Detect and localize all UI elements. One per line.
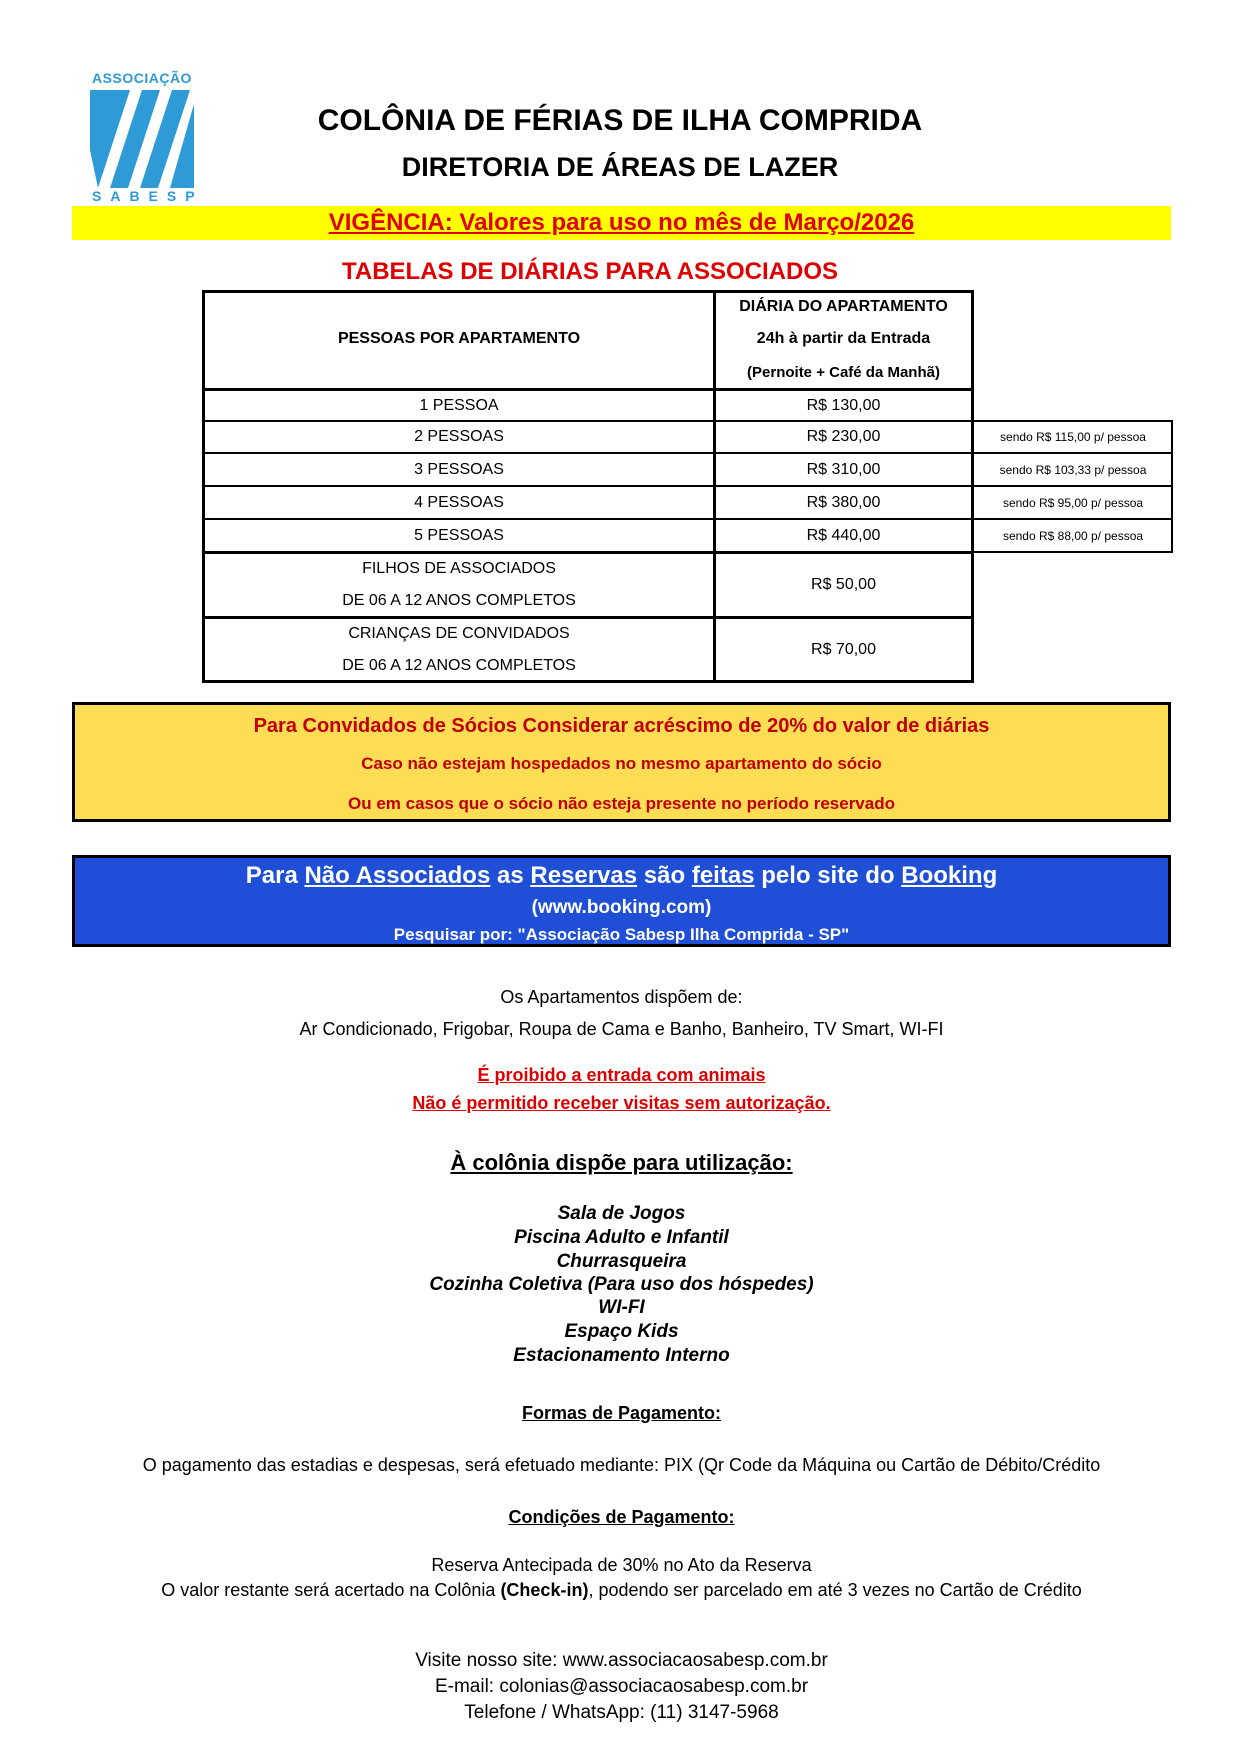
per-person-note: sendo R$ 115,00 p/ pessoa xyxy=(1000,430,1146,444)
rates-table-title: TABELAS DE DIÁRIAS PARA ASSOCIADOS xyxy=(341,258,839,285)
table-header-people: PESSOAS POR APARTAMENTO xyxy=(337,330,581,347)
page-subtitle: DIRETORIA DE ÁREAS DE LAZER xyxy=(401,152,839,182)
guest-children-row-value: R$ 70,00 xyxy=(811,641,876,658)
table-row-value: R$ 440,00 xyxy=(806,526,881,544)
logo-bottom-text: SABESP xyxy=(92,188,204,204)
amenity-item: Sala de Jogos xyxy=(557,1203,686,1224)
children-row-line2: DE 06 A 12 ANOS COMPLETOS xyxy=(342,592,576,609)
children-row-value: R$ 50,00 xyxy=(811,576,876,593)
per-person-note: sendo R$ 95,00 p/ pessoa xyxy=(1002,496,1144,510)
booking-word: Para xyxy=(245,862,298,889)
table-row-value: R$ 230,00 xyxy=(806,428,881,445)
conditions-checkin: (Check-in) xyxy=(500,1580,589,1600)
notes-divider xyxy=(973,452,1173,454)
table-header-daily-line1: DIÁRIA DO APARTAMENTO xyxy=(739,298,948,315)
vigencia-text: VIGÊNCIA: Valores para uso no mês de Março/2026 xyxy=(328,209,915,236)
contact-site[interactable]: Visite nosso site: www.associacaosabesp.com.br xyxy=(415,1650,828,1671)
amenity-item: Estacionamento Interno xyxy=(513,1345,730,1366)
rule-no-visits: Não é permitido receber visitas sem autorização. xyxy=(412,1093,831,1113)
booking-link[interactable]: Booking xyxy=(901,862,998,889)
booking-search: Pesquisar por: "Associação Sabesp Ilha Comprida - SP" xyxy=(393,925,850,944)
booking-non-members: Não Associados xyxy=(304,862,491,889)
table-row-value: R$ 380,00 xyxy=(806,493,881,511)
apartments-intro: Os Apartamentos dispõem de: xyxy=(500,987,743,1007)
notes-divider xyxy=(973,485,1173,487)
table-row-label: 2 PESSOAS xyxy=(414,428,504,445)
amenity-item: Espaço Kids xyxy=(564,1321,679,1342)
table-row-value: R$ 130,00 xyxy=(806,397,881,414)
payment-conditions-line1: Reserva Antecipada de 30% no Ato da Reserva xyxy=(431,1555,812,1575)
logo-top-text: ASSOCIAÇÃO xyxy=(92,70,192,86)
amenity-item: Churrasqueira xyxy=(556,1251,687,1272)
booking-word: são xyxy=(643,862,686,889)
booking-url[interactable]: (www.booking.com) xyxy=(531,897,712,918)
guest-notice-line1: Para Convidados de Sócios Considerar acréscimo de 20% do valor de diárias xyxy=(253,715,990,737)
payment-forms-text: O pagamento das estadias e despesas, será efetuado mediante: PIX (Qr Code da Máquina ou Cartão de Débito/Crédito xyxy=(142,1455,1101,1475)
booking-reservations: Reservas xyxy=(530,862,638,889)
table-header-daily-line3: (Pernoite + Café da Manhã) xyxy=(747,363,940,381)
contact-phone: Telefone / WhatsApp: (11) 3147-5968 xyxy=(464,1702,779,1723)
table-row-label: 4 PESSOAS xyxy=(414,493,504,511)
table-row-value: R$ 310,00 xyxy=(806,460,881,478)
payment-forms-title: Formas de Pagamento: xyxy=(521,1403,722,1423)
table-row-label: 1 PESSOA xyxy=(419,397,499,414)
notes-divider xyxy=(973,518,1173,520)
guest-children-row-line2: DE 06 A 12 ANOS COMPLETOS xyxy=(342,657,576,674)
table-row-label: 5 PESSOAS xyxy=(414,526,504,544)
association-logo xyxy=(84,70,204,206)
booking-word: as xyxy=(496,862,524,889)
amenities-title: À colônia dispõe para utilização: xyxy=(450,1150,793,1175)
table-header-daily-line2: 24h à partir da Entrada xyxy=(756,330,931,347)
page-title: COLÔNIA DE FÉRIAS DE ILHA COMPRIDA xyxy=(317,104,923,137)
logo-wave-icon xyxy=(90,90,194,188)
apartments-items: Ar Condicionado, Frigobar, Roupa de Cama e Banho, Banheiro, TV Smart, WI-FI xyxy=(299,1019,944,1039)
conditions-text: O valor restante será acertado na Colônia xyxy=(161,1580,496,1600)
conditions-text: , podendo ser parcelado em até 3 vezes no Cartão de Crédito xyxy=(588,1580,1082,1600)
contact-email[interactable]: E-mail: colonias@associacaosabesp.com.br xyxy=(434,1676,809,1697)
amenity-item: WI-FI xyxy=(598,1297,645,1318)
booking-word: pelo site do xyxy=(761,862,895,889)
children-row-line1: FILHOS DE ASSOCIADOS xyxy=(362,560,556,577)
per-person-note: sendo R$ 88,00 p/ pessoa xyxy=(1002,529,1144,543)
guest-notice-line3: Ou em casos que o sócio não esteja presente no período reservado xyxy=(347,794,895,813)
guest-notice-line2: Caso não estejam hospedados no mesmo apartamento do sócio xyxy=(361,754,882,773)
rule-no-animals: É proibido a entrada com animais xyxy=(477,1065,766,1085)
booking-made: feitas xyxy=(691,862,755,889)
amenity-item: Piscina Adulto e Infantil xyxy=(514,1227,729,1248)
amenity-item: Cozinha Coletiva (Para uso dos hóspedes) xyxy=(429,1274,814,1295)
guest-children-row-line1: CRIANÇAS DE CONVIDADOS xyxy=(348,625,570,642)
booking-headline xyxy=(72,862,1171,890)
payment-conditions-line2 xyxy=(72,1580,1171,1601)
payment-conditions-title: Condições de Pagamento: xyxy=(508,1507,735,1527)
table-row-label: 3 PESSOAS xyxy=(414,460,504,478)
per-person-note: sendo R$ 103,33 p/ pessoa xyxy=(999,463,1147,477)
